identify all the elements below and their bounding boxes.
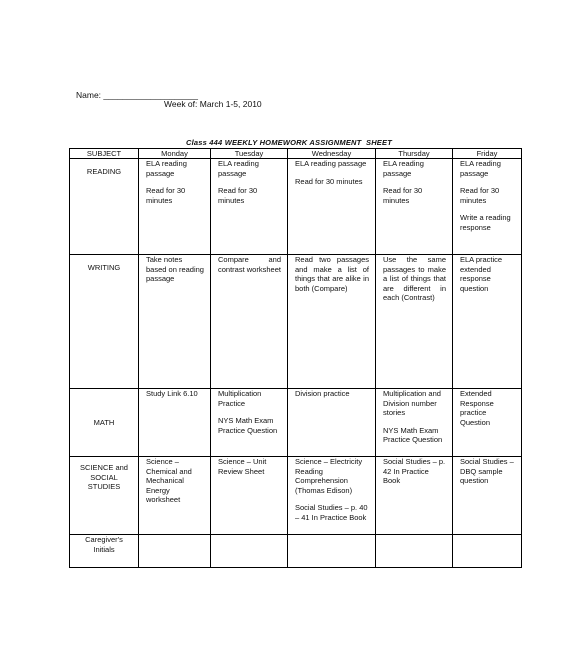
assignment-text: Science – Unit Review Sheet bbox=[218, 457, 267, 476]
assignment-cell bbox=[211, 255, 288, 389]
assignment-cell bbox=[139, 457, 211, 535]
assignment-cell bbox=[211, 457, 288, 535]
assignment-cell bbox=[288, 457, 376, 535]
table-row-caregiver-initials bbox=[70, 535, 522, 568]
assignment-text: Social Studies – DBQ sample question bbox=[460, 457, 514, 486]
assignment-cell bbox=[453, 457, 522, 535]
assignment-cell bbox=[453, 255, 522, 389]
assignment-cell bbox=[139, 255, 211, 389]
assignment-text: NYS Math Exam Practice Question bbox=[383, 425, 443, 445]
assignment-cell bbox=[288, 389, 376, 457]
column-header-tuesday: Tuesday bbox=[211, 149, 288, 159]
assignment-cell bbox=[453, 159, 522, 255]
table-row-reading bbox=[70, 159, 522, 255]
assignment-cell bbox=[211, 159, 288, 255]
assignment-text: Study Link 6.10 bbox=[146, 389, 198, 398]
assignment-cell bbox=[139, 389, 211, 457]
table-header-row bbox=[70, 149, 522, 159]
assignment-text: Social Studies – p. 40 – 41 In Practice Book bbox=[295, 503, 368, 522]
assignment-cell bbox=[288, 159, 376, 255]
assignment-text: Read for 30 minutes bbox=[146, 186, 186, 205]
assignment-cell bbox=[288, 255, 376, 389]
initials-cell-wednesday bbox=[288, 535, 376, 568]
assignment-text: Social Studies – p. 42 In Practice Book bbox=[383, 457, 446, 486]
assignment-text: Take notes based on reading passage bbox=[146, 255, 204, 284]
assignment-text: Read for 30 minutes bbox=[460, 186, 500, 205]
assignment-cell bbox=[376, 255, 453, 389]
assignment-text: ELA practice extended response question bbox=[460, 255, 503, 293]
column-header-thursday: Thursday bbox=[376, 149, 453, 159]
initials-cell-thursday bbox=[376, 535, 453, 568]
initials-cell-monday bbox=[139, 535, 211, 568]
initials-cell-friday bbox=[453, 535, 522, 568]
assignment-text: Division practice bbox=[295, 389, 350, 398]
column-header-wednesday: Wednesday bbox=[288, 149, 376, 159]
assignment-cell bbox=[453, 389, 522, 457]
subject-cell-caregiver-initials: Caregiver's Initials bbox=[70, 535, 139, 568]
week-of-label: Week of: March 1-5, 2010 bbox=[164, 99, 262, 109]
assignment-text: Compare and contrast worksheet bbox=[218, 255, 281, 274]
assignment-text: Extended Response practice Question bbox=[460, 389, 494, 427]
assignment-text: ELA reading passage bbox=[383, 159, 424, 178]
initials-cell-tuesday bbox=[211, 535, 288, 568]
table-row-math bbox=[70, 389, 522, 457]
assignment-cell bbox=[211, 389, 288, 457]
assignment-text: Read two passages and make a list of things that are alike in both (Compare) bbox=[295, 255, 369, 293]
subject-cell-math: MATH bbox=[70, 389, 139, 457]
column-header-monday: Monday bbox=[139, 149, 211, 159]
assignment-cell bbox=[376, 159, 453, 255]
assignment-text: ELA reading passage bbox=[460, 159, 501, 178]
table-row-science-social-studies bbox=[70, 457, 522, 535]
name-field-label: Name: ____________________ bbox=[76, 90, 198, 100]
assignment-text: Write a reading response bbox=[460, 213, 511, 232]
column-header-subject: SUBJECT bbox=[70, 149, 139, 159]
column-header-friday: Friday bbox=[453, 149, 522, 159]
subject-cell-science-social-studies: SCIENCE and SOCIAL STUDIES bbox=[70, 457, 139, 535]
assignment-text: Multiplication Practice bbox=[218, 389, 262, 408]
assignment-text: Read for 30 minutes bbox=[295, 176, 363, 186]
assignment-text: ELA reading passage bbox=[218, 159, 259, 178]
assignment-text: ELA reading passage bbox=[146, 159, 187, 178]
assignment-text: Science – Electricity Reading Comprehension (Thomas Edison) bbox=[295, 457, 363, 495]
assignment-cell bbox=[139, 159, 211, 255]
assignment-text: Use the same passages to make a list of things that are different in each (Contrast) bbox=[383, 255, 446, 303]
subject-cell-reading: READING bbox=[70, 159, 139, 255]
assignment-text: Read for 30 minutes bbox=[383, 186, 423, 205]
homework-table bbox=[69, 148, 522, 568]
assignment-cell bbox=[376, 389, 453, 457]
subject-cell-writing: WRITING bbox=[70, 255, 139, 389]
table-row-writing bbox=[70, 255, 522, 389]
assignment-text: ELA reading passage bbox=[295, 159, 367, 168]
assignment-text: Multiplication and Division number stories bbox=[383, 389, 441, 418]
sheet-title: Class 444 WEEKLY HOMEWORK ASSIGNMENT SHEET bbox=[186, 138, 392, 147]
assignment-text: NYS Math Exam Practice Question bbox=[218, 416, 278, 435]
assignment-cell bbox=[376, 457, 453, 535]
assignment-text: Science – Chemical and Mechanical Energy worksheet bbox=[146, 457, 192, 505]
assignment-text: Read for 30 minutes bbox=[218, 186, 258, 205]
